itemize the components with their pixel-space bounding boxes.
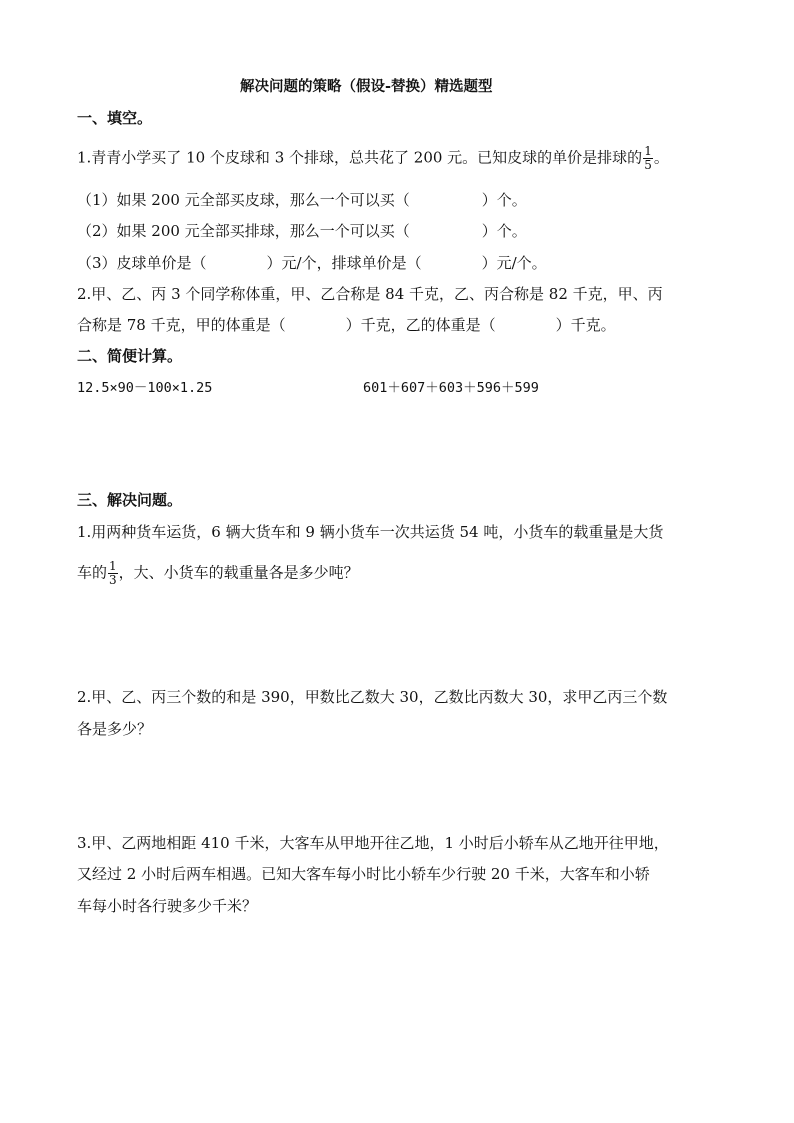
problem-3-line-3: 车每小时各行驶多少千米？ bbox=[77, 897, 258, 915]
sub-2-text: （2）如果 200 元全部买排球，那么一个可以买（ bbox=[77, 222, 410, 240]
question-1-stem bbox=[77, 145, 669, 172]
question-1-end: 。 bbox=[653, 148, 669, 167]
calc-expression-2: 601＋607＋603＋596＋599 bbox=[363, 380, 539, 396]
fraction-numerator: 1 bbox=[644, 144, 652, 158]
question-1-text: 1.青青小学买了 10 个皮球和 3 个排球，总共花了 200 元。已知皮球的单价是排球的 bbox=[77, 148, 643, 167]
section-problem-solving-heading: 三、解决问题。 bbox=[77, 491, 183, 509]
question-2-text: 合称是 78 千克，甲的体重是（ bbox=[77, 316, 286, 334]
problem-3-line-1: 3.甲、乙两地相距 410 千米，大客车从甲地开往乙地，1 小时后小轿车从乙地开往甲地， bbox=[77, 834, 669, 852]
sub-2-suffix: ）个。 bbox=[481, 222, 527, 240]
problem-3-line-2: 又经过 2 小时后两车相遇。已知大客车每小时比小轿车少行驶 20 千米，大客车和小轿 bbox=[77, 865, 650, 883]
sub-1-suffix: ）个。 bbox=[481, 191, 527, 209]
sub-1-text: （1）如果 200 元全部买皮球，那么一个可以买（ bbox=[77, 191, 410, 209]
sub-3-suffix: ）元/个。 bbox=[481, 254, 547, 272]
problem-1-line-1: 1.用两种货车运货，6 辆大货车和 9 辆小货车一次共运货 54 吨，小货车的载重量是大货 bbox=[77, 523, 664, 541]
fraction-one-third bbox=[108, 560, 118, 587]
question-2-middle: ）千克，乙的体重是（ bbox=[345, 316, 496, 334]
question-2-suffix: ）千克。 bbox=[555, 316, 616, 334]
sub-3-text: （3）皮球单价是（ bbox=[77, 254, 207, 272]
fraction-numerator: 1 bbox=[109, 559, 117, 573]
problem-1-suffix: ，大、小货车的载重量各是多少吨？ bbox=[118, 563, 359, 582]
problem-1-prefix: 车的 bbox=[77, 563, 108, 582]
fraction-denominator: 3 bbox=[109, 573, 117, 587]
question-2-line-1: 2.甲、乙、丙 3 个同学称体重，甲、乙合称是 84 千克，乙、丙合称是 82 千克，甲、丙 bbox=[77, 285, 663, 303]
question-1-sub-2 bbox=[77, 221, 527, 241]
section-fill-blank-heading: 一、填空。 bbox=[77, 109, 153, 127]
sub-3-middle: ）元/个，排球单价是（ bbox=[266, 254, 422, 272]
calc-expression-1: 12.5×90－100×1.25 bbox=[77, 380, 213, 396]
fraction-one-fifth bbox=[643, 145, 653, 172]
fraction-denominator: 5 bbox=[644, 158, 652, 172]
problem-2-line-1: 2.甲、乙、丙三个数的和是 390，甲数比乙数大 30，乙数比丙数大 30，求甲乙丙三个数 bbox=[77, 688, 668, 706]
question-1-sub-3 bbox=[77, 253, 547, 273]
problem-2-line-2: 各是多少？ bbox=[77, 720, 153, 738]
question-2-line-2 bbox=[77, 315, 616, 335]
section-calculation-heading: 二、简便计算。 bbox=[77, 347, 183, 365]
question-1-sub-1 bbox=[77, 190, 527, 210]
page-title: 解决问题的策略（假设-替换）精选题型 bbox=[240, 78, 493, 95]
problem-1-line-2 bbox=[77, 560, 359, 587]
